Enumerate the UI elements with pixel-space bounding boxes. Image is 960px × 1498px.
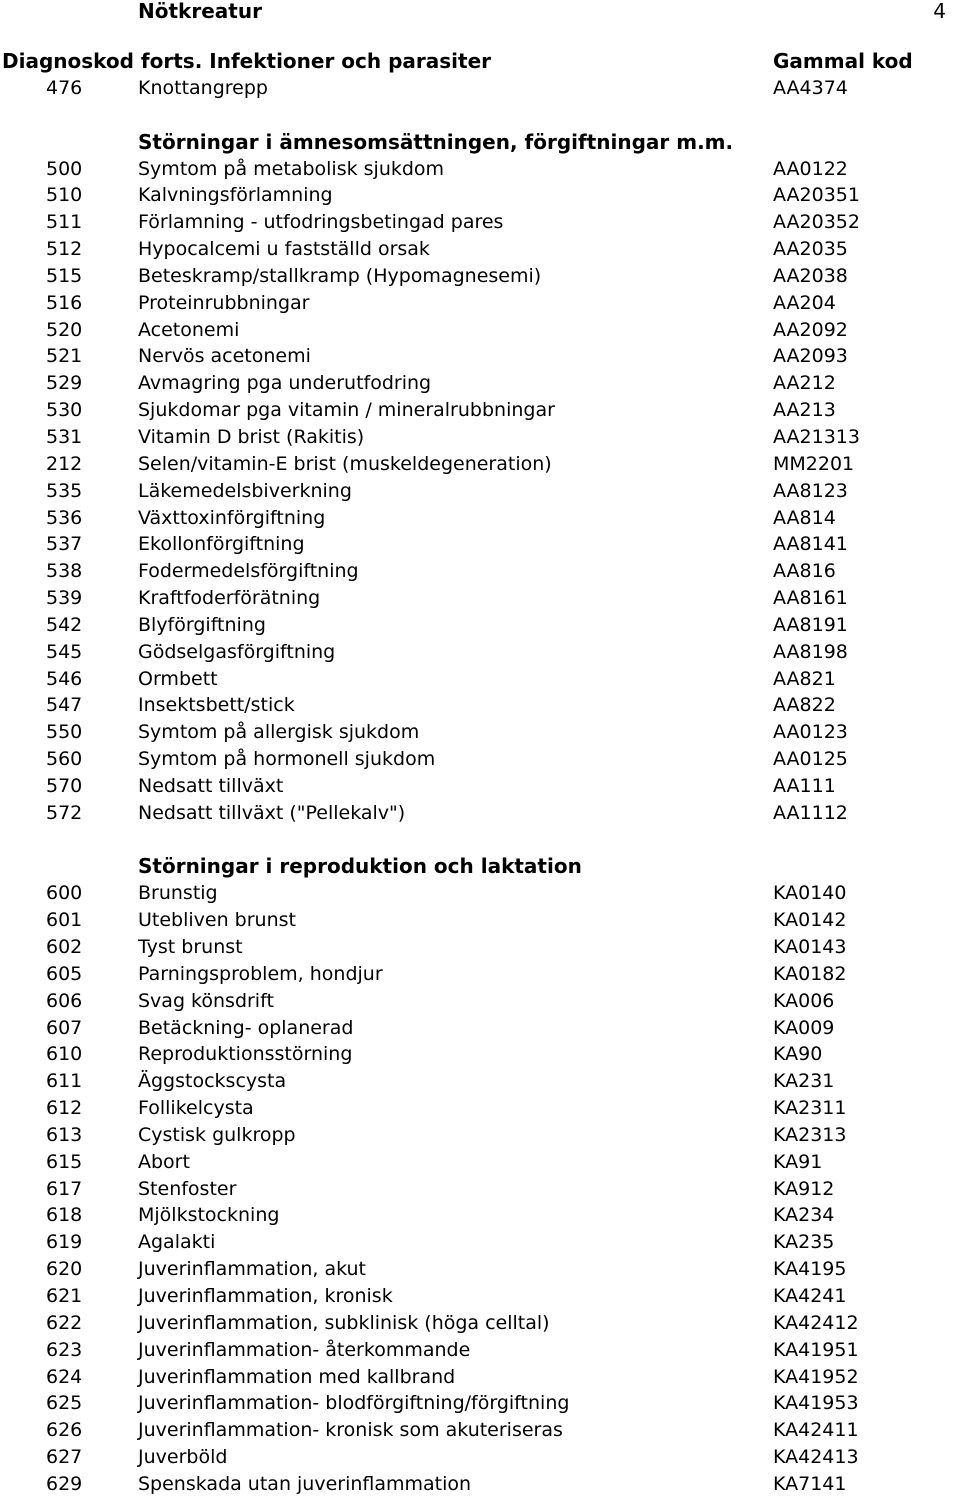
list-item [0, 1015, 960, 1042]
diagnosis-code: 546 [46, 667, 83, 690]
list-item [0, 639, 960, 666]
diagnosis-description: Stenfoster [138, 1177, 237, 1200]
list-item [0, 478, 960, 505]
diagnosis-code: 515 [46, 264, 83, 287]
list-item [0, 75, 960, 102]
list-item [0, 1283, 960, 1310]
diagnosis-code: 535 [46, 479, 83, 502]
diagnosis-code: 212 [46, 452, 83, 475]
old-code: AA1112 [773, 801, 848, 824]
diagnosis-code: 572 [46, 801, 83, 824]
column-header-old-code: Gammal kod [773, 49, 913, 73]
list-item [0, 934, 960, 961]
old-code: AA821 [773, 667, 836, 690]
list-item [0, 263, 960, 290]
list-item [0, 558, 960, 585]
list-item [0, 1068, 960, 1095]
old-code: KA41953 [773, 1392, 859, 1415]
diagnosis-description: Juverinflammation, akut [138, 1258, 367, 1281]
diagnosis-code: 512 [46, 238, 83, 261]
list-item [0, 719, 960, 746]
diagnosis-description: Utebliven brunst [138, 909, 296, 932]
diagnosis-code: 606 [46, 989, 83, 1012]
diagnosis-code: 547 [46, 694, 83, 717]
diagnosis-description: Svag könsdrift [138, 989, 274, 1012]
list-item [0, 290, 960, 317]
diagnosis-description: Betäckning- oplanerad [138, 1016, 354, 1039]
old-code: KA4195 [773, 1258, 847, 1281]
diagnosis-description: Insektsbett/stick [138, 694, 295, 717]
diagnosis-code: 612 [46, 1097, 83, 1120]
list-item [0, 1337, 960, 1364]
old-code: KA42413 [773, 1446, 859, 1469]
diagnosis-description: Symtom på allergisk sjukdom [138, 721, 420, 744]
diagnosis-code: 615 [46, 1150, 83, 1173]
old-code: AA816 [773, 560, 836, 583]
old-code: AA0122 [773, 157, 848, 180]
diagnosis-code: 600 [46, 882, 83, 905]
diagnosis-code: 510 [46, 184, 83, 207]
old-code: AA8161 [773, 587, 848, 610]
list-item [0, 424, 960, 451]
diagnosis-code: 539 [46, 587, 83, 610]
diagnosis-description: Vitamin D brist (Rakitis) [138, 425, 365, 448]
diagnosis-description: Juverinflammation, kronisk [138, 1284, 393, 1307]
diagnosis-description: Parningsproblem, hondjur [138, 962, 383, 985]
old-code: KA235 [773, 1231, 835, 1254]
old-code: AA2093 [773, 345, 848, 368]
list-item [0, 1471, 960, 1498]
diagnosis-code: 623 [46, 1338, 83, 1361]
old-code: AA2092 [773, 318, 848, 341]
diagnosis-description: Ormbett [138, 667, 218, 690]
diagnosis-description: Spenskada utan juverinflammation [138, 1472, 472, 1495]
diagnosis-description: Brunstig [138, 882, 218, 905]
old-code: MM2201 [773, 452, 855, 475]
diagnosis-description: Hypocalcemi u fastställd orsak [138, 238, 430, 261]
diagnosis-description: Abort [138, 1150, 190, 1173]
diagnosis-code: 622 [46, 1311, 83, 1334]
old-code: KA42411 [773, 1419, 859, 1442]
old-code: KA231 [773, 1070, 835, 1093]
diagnosis-description: Växttoxinförgiftning [138, 506, 326, 529]
list-item [0, 1095, 960, 1122]
old-code: KA006 [773, 989, 835, 1012]
list-item [0, 1229, 960, 1256]
diagnosis-code: 613 [46, 1123, 83, 1146]
diagnosis-code: 611 [46, 1070, 83, 1093]
diagnosis-code: 516 [46, 291, 83, 314]
diagnosis-code: 570 [46, 774, 83, 797]
list-item [0, 961, 960, 988]
diagnosis-description: Juverböld [138, 1446, 228, 1469]
list-item [0, 692, 960, 719]
diagnosis-list [0, 75, 960, 1498]
diagnosis-description: Ekollonförgiftning [138, 533, 305, 556]
list-item [0, 182, 960, 209]
old-code: AA213 [773, 399, 836, 422]
list-item [0, 236, 960, 263]
old-code: AA8198 [773, 640, 848, 663]
diagnosis-description: Fodermedelsförgiftning [138, 560, 359, 583]
list-item [0, 505, 960, 532]
diagnosis-description: Juverinflammation- blodförgiftning/förgiftning [138, 1392, 570, 1415]
list-item [0, 1041, 960, 1068]
diagnosis-description: Juverinflammation, subklinisk (höga celltal) [138, 1311, 550, 1334]
old-code: KA912 [773, 1177, 835, 1200]
section-heading: Störningar i ämnesomsättningen, förgiftningar m.m. [138, 129, 734, 154]
list-item [0, 773, 960, 800]
list-item [0, 209, 960, 236]
old-code: KA0142 [773, 909, 847, 932]
diagnosis-description: Sjukdomar pga vitamin / mineralrubbningar [138, 399, 555, 422]
diagnosis-code: 521 [46, 345, 83, 368]
diagnosis-code: 538 [46, 560, 83, 583]
diagnosis-code: 529 [46, 372, 83, 395]
diagnosis-code: 550 [46, 721, 83, 744]
diagnosis-description: Reproduktionsstörning [138, 1043, 353, 1066]
diagnosis-description: Selen/vitamin-E brist (muskeldegeneration) [138, 452, 552, 475]
diagnosis-code: 542 [46, 613, 83, 636]
old-code: AA21313 [773, 425, 860, 448]
diagnosis-code: 620 [46, 1258, 83, 1281]
diagnosis-description: Acetonemi [138, 318, 240, 341]
list-item [0, 1149, 960, 1176]
diagnosis-code: 627 [46, 1446, 83, 1469]
list-item [0, 746, 960, 773]
old-code: AA814 [773, 506, 836, 529]
diagnosis-description: Mjölkstockning [138, 1204, 280, 1227]
diagnosis-description: Cystisk gulkropp [138, 1123, 296, 1146]
diagnosis-code: 619 [46, 1231, 83, 1254]
old-code: KA91 [773, 1150, 823, 1173]
old-code: AA0125 [773, 748, 848, 771]
diagnosis-description: Kraftfoderförätning [138, 587, 321, 610]
list-item [0, 1417, 960, 1444]
diagnosis-description: Kalvningsförlamning [138, 184, 333, 207]
diagnosis-code: 536 [46, 506, 83, 529]
old-code: KA42412 [773, 1311, 859, 1334]
section-heading: Störningar i reproduktion och laktation [138, 854, 582, 879]
diagnosis-code: 531 [46, 425, 83, 448]
old-code: KA41952 [773, 1365, 859, 1388]
diagnosis-code: 626 [46, 1419, 83, 1442]
list-item [0, 800, 960, 827]
diagnosis-code: 560 [46, 748, 83, 771]
old-code: AA8191 [773, 613, 848, 636]
list-item [0, 1202, 960, 1229]
old-code: KA009 [773, 1016, 835, 1039]
list-item [0, 612, 960, 639]
list-item [0, 317, 960, 344]
diagnosis-description: Agalakti [138, 1231, 216, 1254]
old-code: AA8123 [773, 479, 848, 502]
list-item [0, 585, 960, 612]
old-code: AA4374 [773, 77, 848, 99]
page-number: 4 [933, 0, 946, 23]
diagnosis-code: 537 [46, 533, 83, 556]
old-code: AA822 [773, 694, 836, 717]
diagnosis-description: Blyförgiftning [138, 613, 266, 636]
diagnosis-description: Juverinflammation med kallbrand [138, 1365, 456, 1388]
list-item [0, 370, 960, 397]
diagnosis-code: 607 [46, 1016, 83, 1039]
column-header-diagnosis: Diagnoskod forts. Infektioner och parasiter [2, 49, 492, 73]
spacer-row [0, 102, 960, 129]
diagnosis-description: Avmagring pga underutfodring [138, 372, 432, 395]
diagnosis-description: Nedsatt tillväxt ("Pellekalv") [138, 801, 406, 824]
diagnosis-description: Äggstockscysta [138, 1070, 287, 1093]
diagnosis-description: Symtom på hormonell sjukdom [138, 748, 436, 771]
old-code: AA8141 [773, 533, 848, 556]
diagnosis-code: 621 [46, 1284, 83, 1307]
old-code: KA2311 [773, 1097, 847, 1120]
old-code: AA204 [773, 291, 836, 314]
diagnosis-code: 618 [46, 1204, 83, 1227]
section-heading-row [0, 129, 960, 156]
diagnosis-description: Tyst brunst [138, 936, 243, 958]
diagnosis-description: Läkemedelsbiverkning [138, 479, 352, 502]
page-title: Nötkreatur [138, 0, 262, 23]
list-item [0, 1122, 960, 1149]
diagnosis-description: Nedsatt tillväxt [138, 774, 284, 797]
list-item [0, 397, 960, 424]
old-code: AA212 [773, 372, 836, 395]
diagnosis-code: 476 [46, 77, 83, 99]
diagnosis-description: Beteskramp/stallkramp (Hypomagnesemi) [138, 264, 542, 287]
list-item [0, 988, 960, 1015]
diagnosis-description: Nervös acetonemi [138, 345, 311, 368]
diagnosis-description: Follikelcysta [138, 1097, 254, 1120]
old-code: KA7141 [773, 1472, 847, 1495]
list-item [0, 666, 960, 693]
diagnosis-description: Symtom på metabolisk sjukdom [138, 157, 445, 180]
list-item [0, 880, 960, 907]
old-code: AA2035 [773, 238, 848, 261]
diagnosis-code: 605 [46, 962, 83, 985]
old-code: KA41951 [773, 1338, 859, 1361]
list-item [0, 1256, 960, 1283]
diagnosis-code: 601 [46, 909, 83, 932]
diagnosis-description: Knottangrepp [138, 77, 268, 99]
spacer-row [0, 827, 960, 854]
old-code: AA2038 [773, 264, 848, 287]
diagnosis-description: Juverinflammation- kronisk som akuteriseras [138, 1419, 563, 1442]
old-code: KA0182 [773, 962, 847, 985]
diagnosis-code: 511 [46, 211, 83, 234]
diagnosis-description: Proteinrubbningar [138, 291, 310, 314]
column-header [0, 48, 960, 74]
diagnosis-description: Förlamning - utfodringsbetingad pares [138, 211, 504, 234]
diagnosis-code: 610 [46, 1043, 83, 1066]
list-item [0, 1310, 960, 1337]
diagnosis-code: 545 [46, 640, 83, 663]
list-item [0, 1176, 960, 1203]
diagnosis-code: 602 [46, 936, 83, 958]
old-code: KA0140 [773, 882, 847, 905]
list-item [0, 343, 960, 370]
list-item [0, 1390, 960, 1417]
old-code: AA111 [773, 774, 836, 797]
list-item [0, 156, 960, 183]
old-code: KA234 [773, 1204, 835, 1227]
diagnosis-code: 520 [46, 318, 83, 341]
old-code: KA4241 [773, 1284, 847, 1307]
diagnosis-code: 617 [46, 1177, 83, 1200]
old-code: KA0143 [773, 936, 847, 958]
list-item [0, 531, 960, 558]
old-code: KA2313 [773, 1123, 847, 1146]
diagnosis-code: 624 [46, 1365, 83, 1388]
old-code: AA20352 [773, 211, 860, 234]
list-item [0, 907, 960, 934]
diagnosis-description: Gödselgasförgiftning [138, 640, 336, 663]
diagnosis-description: Juverinflammation- återkommande [138, 1338, 471, 1361]
section-heading-row [0, 853, 960, 880]
diagnosis-code: 530 [46, 399, 83, 422]
diagnosis-code: 629 [46, 1472, 83, 1495]
old-code: AA20351 [773, 184, 860, 207]
list-item [0, 451, 960, 478]
old-code: AA0123 [773, 721, 848, 744]
list-item [0, 1364, 960, 1391]
diagnosis-code: 500 [46, 157, 83, 180]
list-item [0, 1444, 960, 1471]
old-code: KA90 [773, 1043, 823, 1066]
diagnosis-code: 625 [46, 1392, 83, 1415]
